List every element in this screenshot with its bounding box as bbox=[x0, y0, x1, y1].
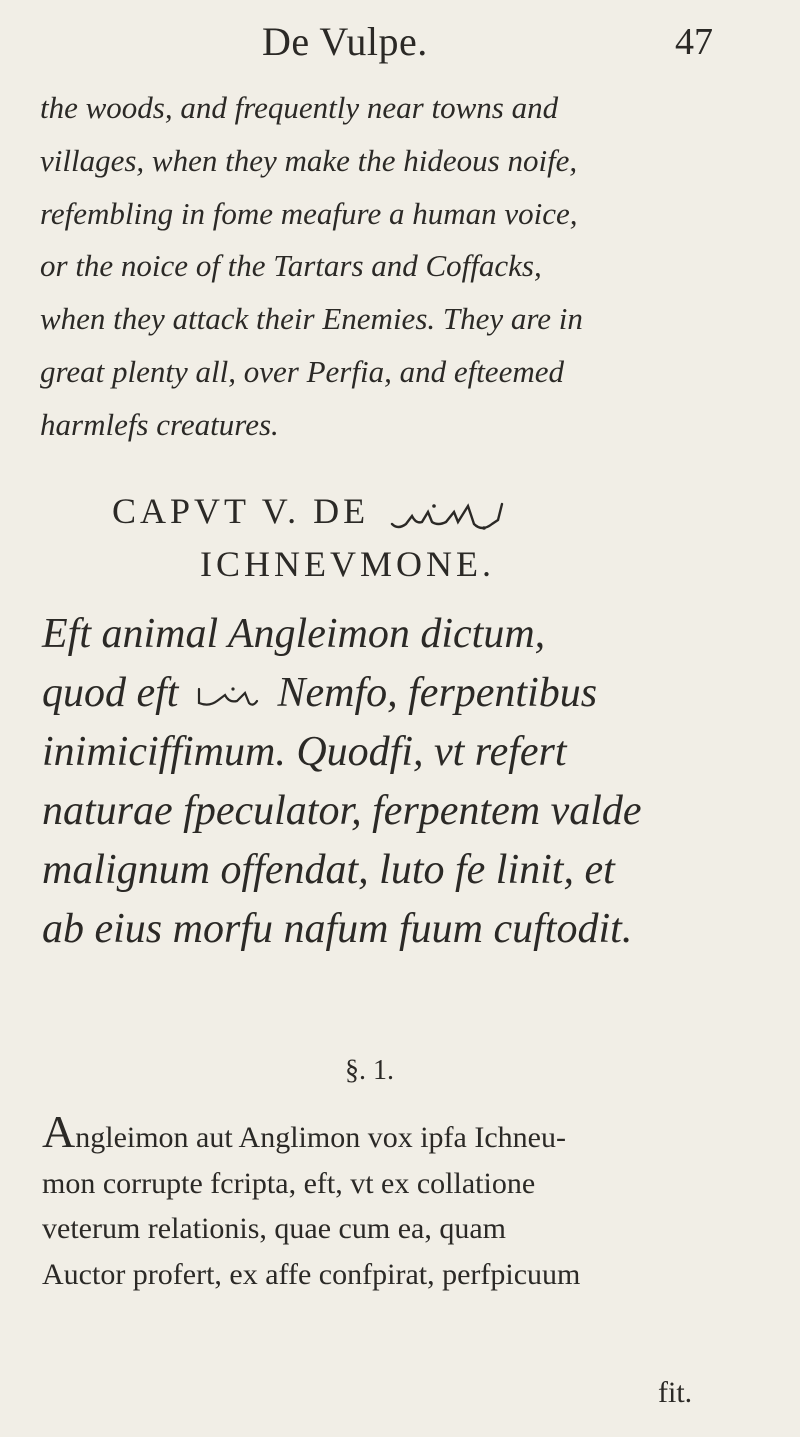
chapter-heading-line1 bbox=[112, 490, 506, 532]
arabic-word-glyph bbox=[195, 683, 261, 709]
body-line: mon corrupte fcripta, eft, vt ex collatione bbox=[42, 1166, 536, 1200]
text-line: when they attack their Enemies. They are in bbox=[40, 301, 583, 337]
body-paragraph bbox=[42, 1106, 782, 1297]
body-line: Auctor profert, ex affe confpirat, perfpicuum bbox=[42, 1257, 581, 1291]
page-number: 47 bbox=[675, 21, 713, 63]
arabic-script-glyph bbox=[388, 498, 506, 532]
page-header bbox=[0, 18, 800, 68]
drop-cap: A bbox=[42, 1106, 76, 1157]
latin-line: naturae fpeculator, ferpentem valde bbox=[42, 788, 642, 834]
latin-line: inimiciffimum. Quodfi, vt refert bbox=[42, 729, 567, 775]
body-line-rest: ngleimon aut Anglimon vox ipfa Ichneu- bbox=[75, 1121, 566, 1154]
latin-summary bbox=[42, 605, 782, 959]
text-line: or the noice of the Tartars and Coffacks, bbox=[40, 248, 542, 284]
latin-line bbox=[42, 664, 782, 723]
latin-line: malignum offendat, luto fe linit, et bbox=[42, 847, 615, 893]
latin-fragment: quod eft bbox=[42, 670, 179, 716]
body-line: veterum relationis, quae cum ea, quam bbox=[42, 1212, 506, 1245]
english-paragraph bbox=[40, 82, 780, 452]
running-head: De Vulpe. bbox=[262, 19, 428, 64]
section-mark: §. 1. bbox=[345, 1055, 394, 1086]
chapter-title: CAPVT V. DE bbox=[112, 491, 370, 531]
latin-fragment: Nemfo, ferpentibus bbox=[277, 670, 598, 716]
text-line: harmlefs creatures. bbox=[40, 406, 279, 442]
chapter-heading-line2: ICHNEVMONE. bbox=[200, 544, 495, 584]
text-line: great plenty all, over Perfia, and efteemed bbox=[40, 353, 564, 389]
text-line: the woods, and frequently near towns and bbox=[40, 90, 559, 125]
latin-line: Eft animal Angleimon dictum, bbox=[42, 611, 546, 657]
latin-line: ab eius morfu nafum fuum cuftodit. bbox=[42, 906, 633, 952]
text-line: villages, when they make the hideous noife, bbox=[40, 142, 578, 178]
text-line: refembling in fome meafure a human voice, bbox=[40, 195, 578, 231]
body-line bbox=[42, 1106, 782, 1161]
catchword: fit. bbox=[658, 1376, 693, 1409]
